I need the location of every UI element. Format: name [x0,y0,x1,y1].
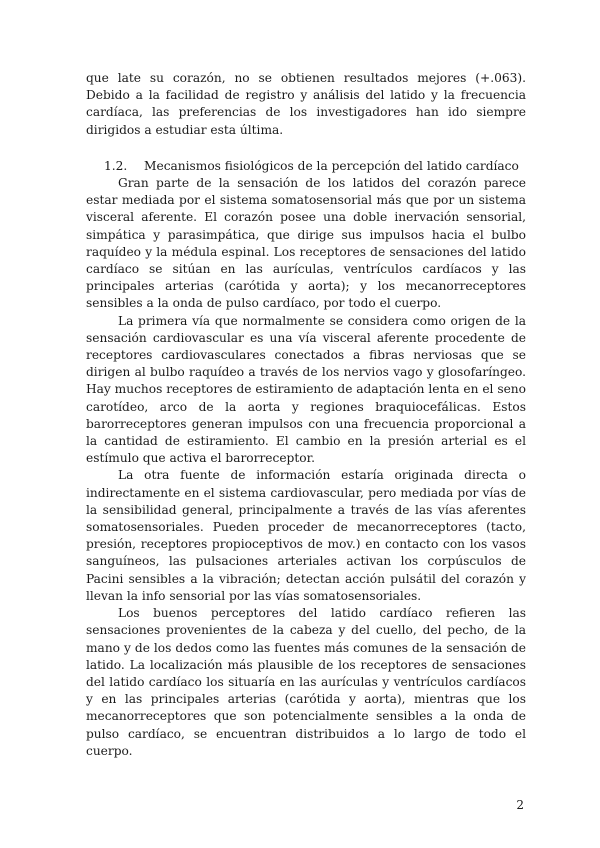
page-number: 2 [516,798,524,812]
body-paragraph-3: La otra fuente de información estaría originada directa o indirectamente en el sistema cardiovascular, pero mediada por vías de la sensibilidad general, principalmente a través de las vías aferentes somatosensoriales. Pueden proceder de mecanorreceptores (tacto, presión, receptores propioceptivos de mov.) en contacto con los vasos sanguíneos, las pulsaciones arteriales activan los corpúsculos de Pacini sensibles a la vibración; detectan acción pulsátil del corazón y llevan la info sensorial por las vías somatosensoriales. [86,468,526,603]
body-paragraph-2: La primera vía que normalmente se considera como origen de la sensación cardiovascular es una vía visceral aferente procedente de receptores cardiovasculares conectados a fibras nerviosas que se dirigen al bulbo raquídeo a través de los nervios vago y glosofaríngeo. Hay muchos receptores de estiramiento de adaptación lenta en el seno carotídeo, arco de la aorta y regiones braquiocefálicas. Estos barorreceptores generan impulsos con una frecuencia proporcional a la cantidad de estiramiento. El cambio en la presión arterial es el estímulo que activa el barorreceptor. [86,313,526,466]
section-title: Mecanismos fisiológicos de la percepción del latido cardíaco [144,158,519,173]
body-paragraph-4: Los buenos perceptores del latido cardíaco refieren las sensaciones provenientes de la cabeza y del cuello, del pecho, de la mano y de los dedos como las fuentes más comunes de la sensación de latido. La localización más plausible de los receptores de sensaciones del latido cardíaco los situaría en las aurículas y ventrículos cardíacos y en las principales arterias (carótida y aorta), mientras que los mecanorreceptores que son potencialmente sensibles a la onda de pulso cardíaco, se encuentran distribuidos a lo largo de todo el cuerpo. [86,606,526,758]
intro-paragraph: que late su corazón, no se obtienen resultados mejores (+.063). Debido a la facilidad de registro y análisis del latido y la frecuencia cardíaca, las preferencias de los investigadores han ido siempre dirigidos a estudiar esta última. [86,71,526,137]
section-heading [86,158,526,175]
section-number: 1.2. [104,158,128,173]
document-page [86,70,526,760]
body-paragraph-1: Gran parte de la sensación de los latidos del corazón parece estar mediada por el sistema somatosensorial más que por un sistema visceral aferente. El corazón posee una doble inervación sensorial, simpática y parasimpática, que dirige sus impulsos hacia el bulbo raquídeo y la médula espinal. Los receptores de sensaciones del latido cardíaco se sitúan en las aurículas, ventrículos cardíacos y las principales arterias (carótida y aorta); y los mecanorreceptores sensibles a la onda de pulso cardíaco, por todo el cuerpo. [86,176,526,311]
